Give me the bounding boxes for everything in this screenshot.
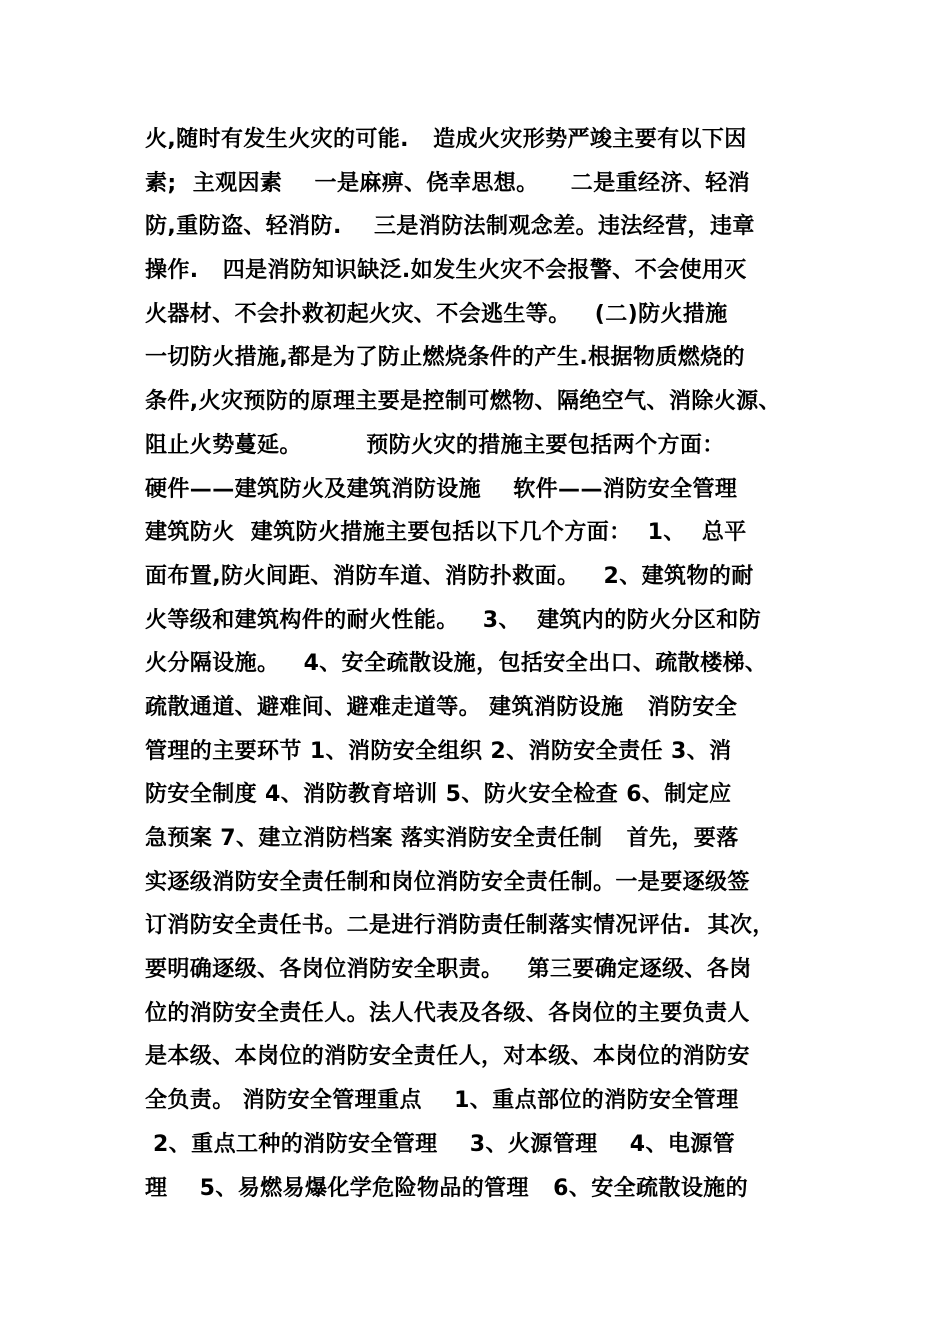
text-line: 理 5、易燃易爆化学危险物品的管理 6、安全疏散设施的	[145, 1175, 749, 1201]
text-line: 防安全制度 4、消防教育培训 5、防火安全检查 6、制定应	[145, 782, 732, 808]
text-line: 要明确逐级、各岗位消防安全职责。 第三要确定逐级、各岗	[145, 957, 752, 983]
text-line: 订消防安全责任书。二是进行消防责任制落实情况评估. 其次，	[145, 913, 775, 939]
text-line: 2、重点工种的消防安全管理 3、火源管理 4、电源管	[145, 1131, 736, 1157]
text-line: 是本级、本岗位的消防安全责任人，对本级、本岗位的消防安	[145, 1044, 750, 1070]
text-line: 阻止火势蔓延。 预防火灾的措施主要包括两个方面：	[145, 432, 725, 458]
text-line: 火分隔设施。 4、安全疏散设施，包括安全出口、疏散楼梯、	[145, 651, 768, 677]
text-line: 防,重防盗、轻消防. 三是消防法制观念差。违法经营，违章	[145, 214, 755, 240]
text-line: 面布置,防火间距、消防车道、消防扑救面。 2、建筑物的耐	[145, 563, 754, 589]
text-line: 火器材、不会扑救初起火灾、不会逃生等。 (二)防火措施	[145, 301, 728, 327]
text-line: 条件,火灾预防的原理主要是控制可燃物、隔绝空气、消除火源、	[145, 389, 781, 415]
text-line: 硬件——建筑防火及建筑消防设施 软件——消防安全管理	[145, 476, 738, 502]
text-line: 实逐级消防安全责任制和岗位消防安全责任制。一是要逐级签	[145, 869, 750, 895]
body-text	[145, 118, 825, 1210]
text-line: 全负责。 消防安全管理重点 1、重点部位的消防安全管理	[145, 1088, 739, 1114]
text-line: 火,随时有发生火灾的可能. 造成火灾形势严竣主要有以下因	[145, 127, 747, 152]
text-line: 急预案 7、建立消防档案 落实消防安全责任制 首先，要落	[145, 826, 739, 851]
text-line: 操作. 四是消防知识缺泛.如发生火灾不会报警、不会使用灭	[145, 258, 747, 284]
text-line: 疏散通道、避难间、避难走道等。 建筑消防设施 消防安全	[145, 694, 738, 720]
text-line: 一切防火措施,都是为了防止燃烧条件的产生.根据物质燃烧的	[145, 345, 745, 371]
text-line: 火等级和建筑构件的耐火性能。 3、 建筑内的防火分区和防	[145, 607, 762, 633]
text-line: 素; 主观因素 一是麻痹、侥幸思想。 二是重经济、轻消	[145, 170, 750, 196]
text-line: 管理的主要环节 1、消防安全组织 2、消防安全责任 3、消	[145, 738, 732, 764]
text-line: 位的消防安全责任人。法人代表及各级、各岗位的主要负责人	[145, 1000, 750, 1026]
text-line: 建筑防火 建筑防火措施主要包括以下几个方面： 1、 总平	[145, 520, 747, 546]
